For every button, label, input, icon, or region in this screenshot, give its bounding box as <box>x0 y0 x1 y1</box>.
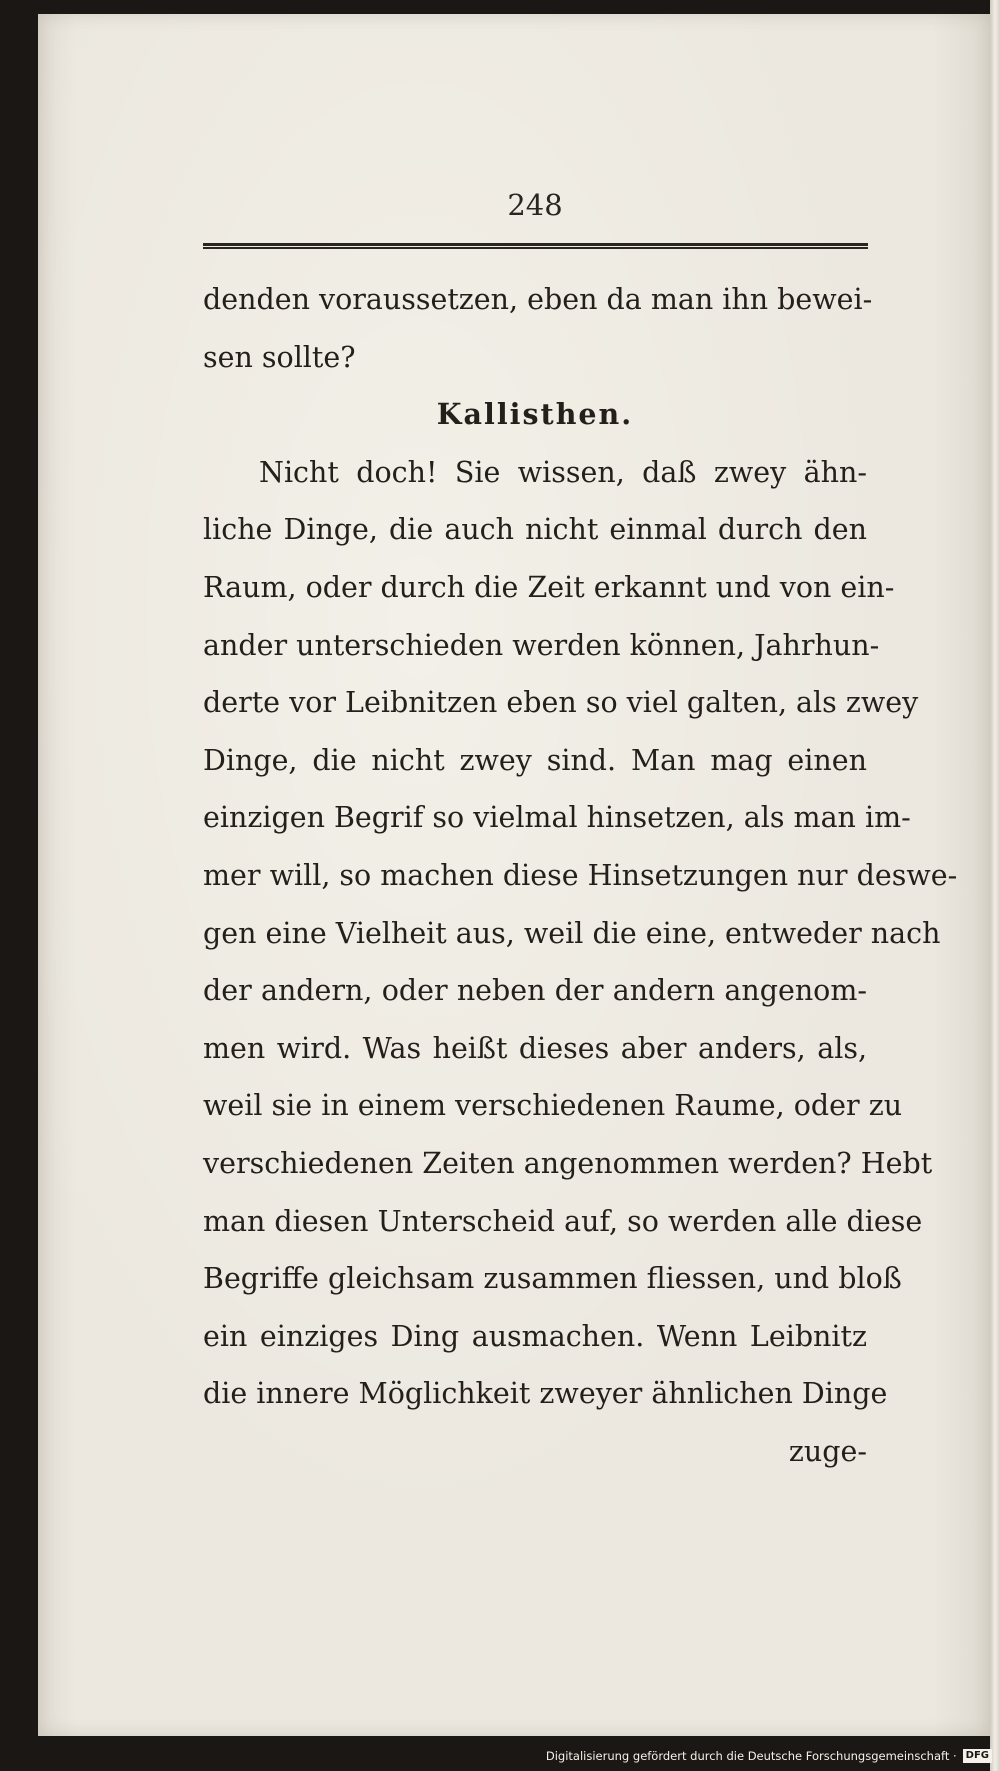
text-line: liche Dinge, die auch nicht einmal durch den <box>203 513 867 547</box>
page-body <box>203 271 958 1480</box>
dfg-logo: DFG <box>963 1749 992 1763</box>
text-line: die innere Möglichkeit zweyer ähnlichen Dinge <box>203 1377 888 1411</box>
text-line: man diesen Unterscheid auf, so werden alle diese <box>203 1204 923 1238</box>
text-line: einzigen Begrif so vielmal hinsetzen, als man im- <box>203 801 911 835</box>
speaker-heading: Kallisthen. <box>436 397 634 432</box>
text-line: men wird. Was heißt dieses aber anders, als, <box>203 1031 867 1065</box>
text-line: mer will, so machen diese Hinsetzungen nur deswe- <box>203 858 958 892</box>
text-line: Dinge, die nicht zwey sind. Man mag einen <box>203 743 867 777</box>
text-line: gen eine Vielheit aus, weil die eine, entweder nach <box>203 916 941 950</box>
catchword: zuge- <box>788 1434 867 1468</box>
text-line: Nicht doch! Sie wissen, daß zwey ähn- <box>259 455 867 489</box>
text-line: sen sollte? <box>203 340 356 374</box>
text-line: ein einziges Ding ausmachen. Wenn Leibnitz <box>203 1319 867 1353</box>
page-number: 248 <box>507 188 563 222</box>
text-line: Raum, oder durch die Zeit erkannt und von ein- <box>203 570 895 604</box>
text-line: Begriffe gleichsam zusammen fliessen, und bloß <box>203 1262 902 1296</box>
text-line: verschiedenen Zeiten angenommen werden? Hebt <box>203 1146 933 1180</box>
text-line: denden voraussetzen, eben da man ihn bewei- <box>203 283 873 316</box>
text-line: der andern, oder neben der andern angenom- <box>203 974 867 1008</box>
page-edge <box>990 0 1000 1771</box>
text-line: derte vor Leibnitzen eben so viel galten, als zwey <box>203 686 919 720</box>
text-line: ander unterschieden werden können, Jahrhun- <box>203 628 880 662</box>
text-line: weil sie in einem verschiedenen Raume, oder zu <box>203 1089 903 1123</box>
credit-text: Digitalisierung gefördert durch die Deutsche Forschungsgemeinschaft · <box>545 1749 957 1763</box>
digitization-credit <box>546 1745 992 1767</box>
header-rule <box>203 243 868 249</box>
